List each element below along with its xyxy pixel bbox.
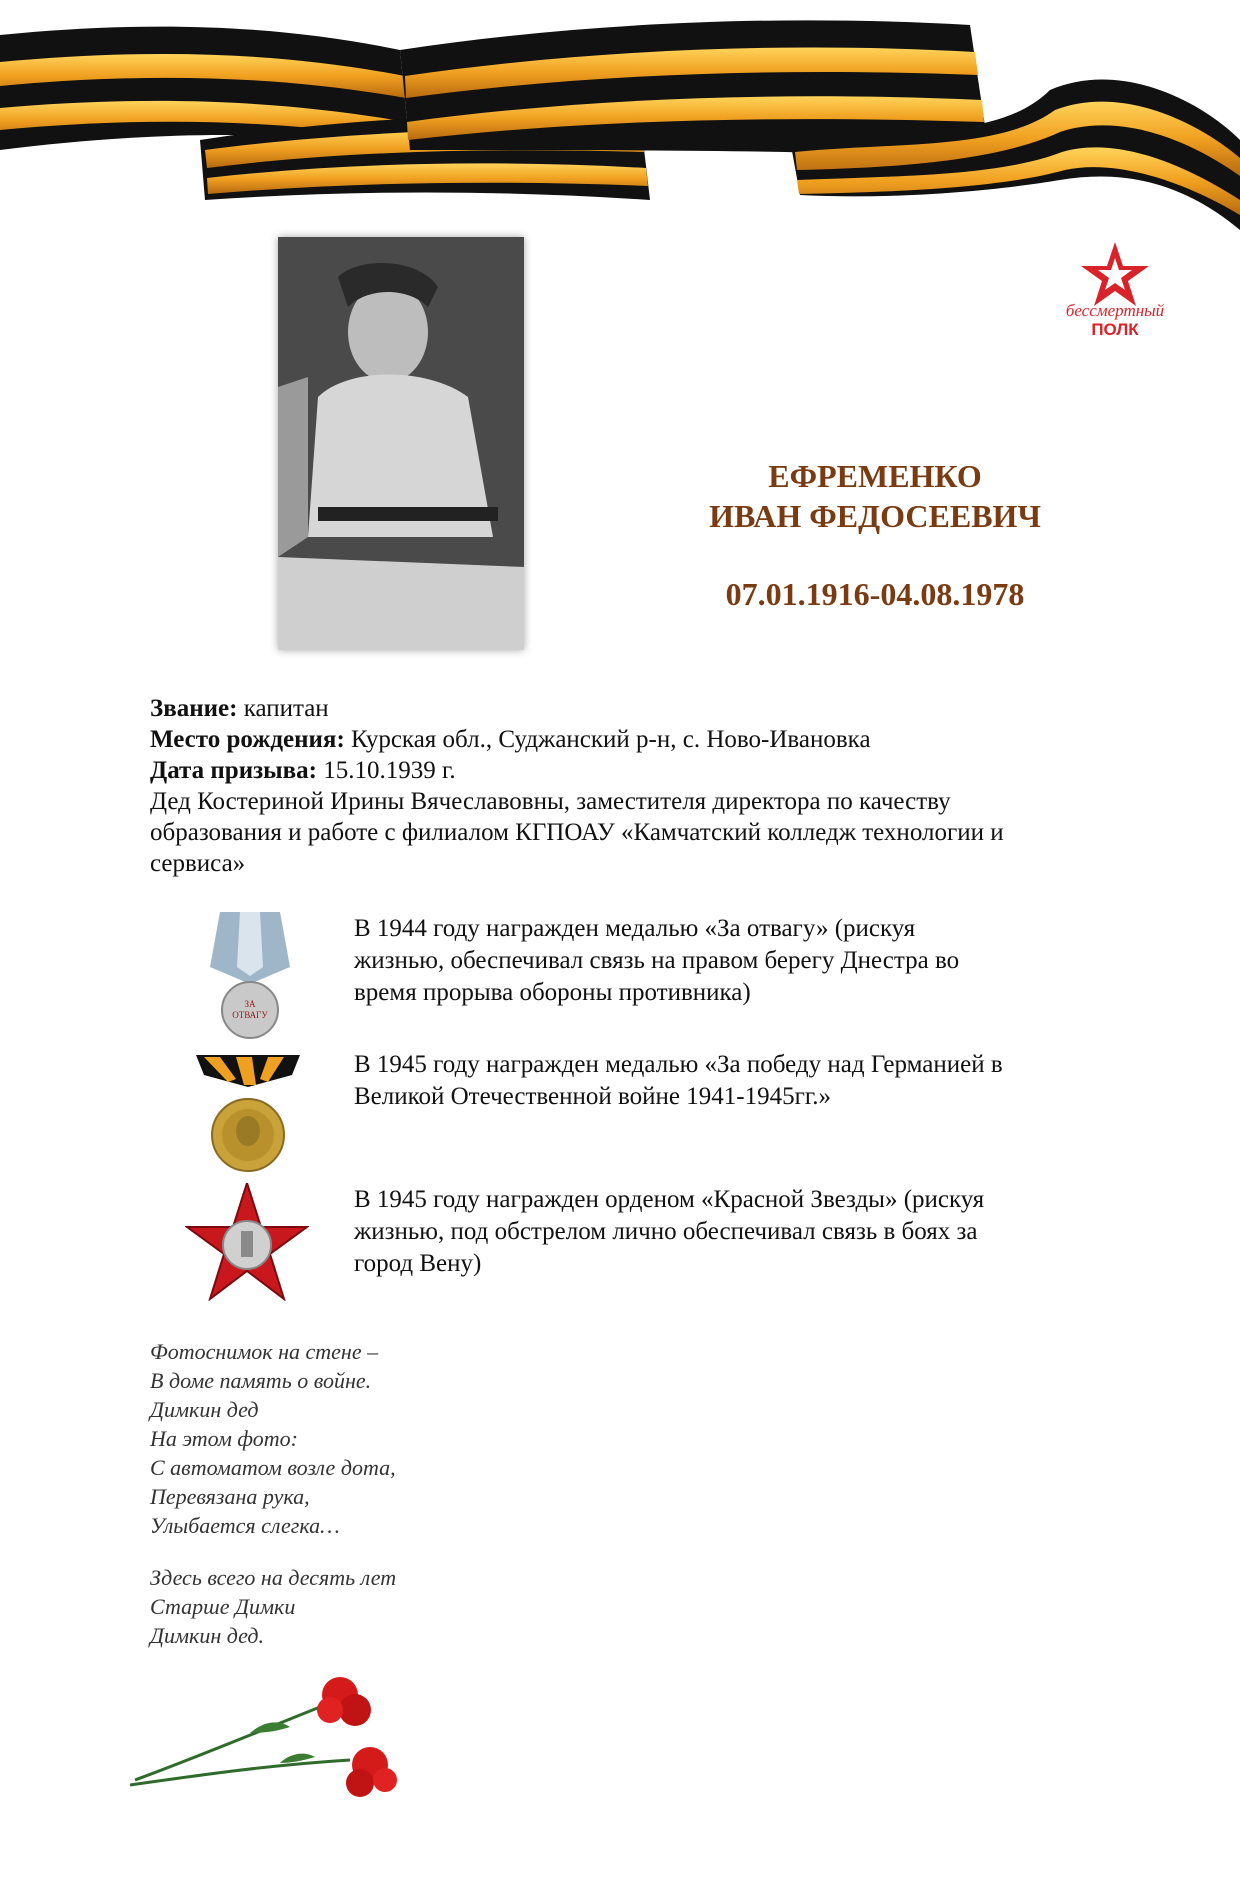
award-1-line: В 1944 году награжден медалью «За отвагу» (рискуя	[354, 915, 916, 942]
award-2-text	[354, 1049, 1094, 1113]
poem-line: Улыбается слегка…	[150, 1513, 340, 1538]
medal-text-top: ЗА	[244, 999, 256, 1009]
poem-line: Димкин дед.	[150, 1623, 264, 1648]
person-surname: ЕФРЕМЕНКО	[768, 458, 982, 494]
medal-text-bottom: ОТВАГУ	[232, 1010, 268, 1020]
relation-line-3: сервиса»	[150, 850, 246, 877]
person-dates: 07.01.1916-04.08.1978	[725, 576, 1025, 612]
order-red-star-icon	[185, 1183, 309, 1301]
poem-stanza-1	[150, 1337, 750, 1540]
st-george-ribbon	[0, 0, 1240, 250]
birthplace-value: Курская обл., Суджанский р-н, с. Ново-Ивановка	[344, 726, 871, 753]
poem-line: Старше Димки	[150, 1594, 296, 1619]
person-given-name: ИВАН ФЕДОСЕЕВИЧ	[709, 498, 1041, 534]
award-3-line: жизнью, под обстрелом лично обеспечивал связь в боях за	[354, 1218, 978, 1245]
poem-line: В доме память о войне.	[150, 1368, 372, 1393]
relation-line-1: Дед Костериной Ирины Вячеславовны, заместителя директора по качеству	[150, 788, 951, 815]
award-2-line: В 1945 году награжден медалью «За победу над Германией в	[354, 1051, 1003, 1078]
rank-value: капитан	[237, 695, 329, 722]
logo-text-bottom: ПОЛК	[1091, 320, 1139, 339]
soldier-portrait-photo	[278, 237, 524, 650]
award-2-line: Великой Отечественной войне 1941-1945гг.»	[354, 1083, 832, 1110]
relation-line-2: образования и работе с филиалом КГПОАУ «Камчатский колледж технологии и	[150, 819, 1004, 846]
poem-line: Димкин дед	[150, 1397, 259, 1422]
award-1-line: жизнью, обеспечивал связь на правом берегу Днестра во	[354, 947, 960, 974]
birthplace-label: Место рождения:	[150, 726, 345, 753]
logo-text-top: бессмертный	[1065, 301, 1165, 320]
poem-line: С автоматом возле дота,	[150, 1455, 396, 1480]
birthplace-row	[150, 724, 1090, 755]
draft-date-row	[150, 755, 1090, 786]
poem-stanza-2	[150, 1563, 750, 1650]
award-3-line: город Вену)	[354, 1250, 482, 1277]
poem-line: Фотоснимок на стене –	[150, 1339, 379, 1364]
medal-victory-over-germany-icon	[196, 1055, 300, 1175]
poem-line: Перевязана рука,	[150, 1484, 310, 1509]
rank-row	[150, 693, 1090, 724]
immortal-regiment-logo	[1055, 240, 1175, 340]
draft-date-value: 15.10.1939 г.	[317, 757, 456, 784]
award-1-text	[354, 913, 1094, 1009]
draft-date-label: Дата призыва:	[150, 757, 317, 784]
award-1-line: время прорыва обороны противника)	[354, 979, 751, 1006]
carnations-icon	[130, 1665, 420, 1805]
medal-for-courage-icon	[205, 912, 295, 1042]
award-3-text	[354, 1184, 1094, 1280]
award-3-line: В 1945 году награжден орденом «Красной Звезды» (рискуя	[354, 1186, 985, 1213]
poem-line: На этом фото:	[150, 1426, 298, 1451]
poem-line: Здесь всего на десять лет	[150, 1565, 397, 1590]
rank-label: Звание:	[150, 695, 238, 722]
